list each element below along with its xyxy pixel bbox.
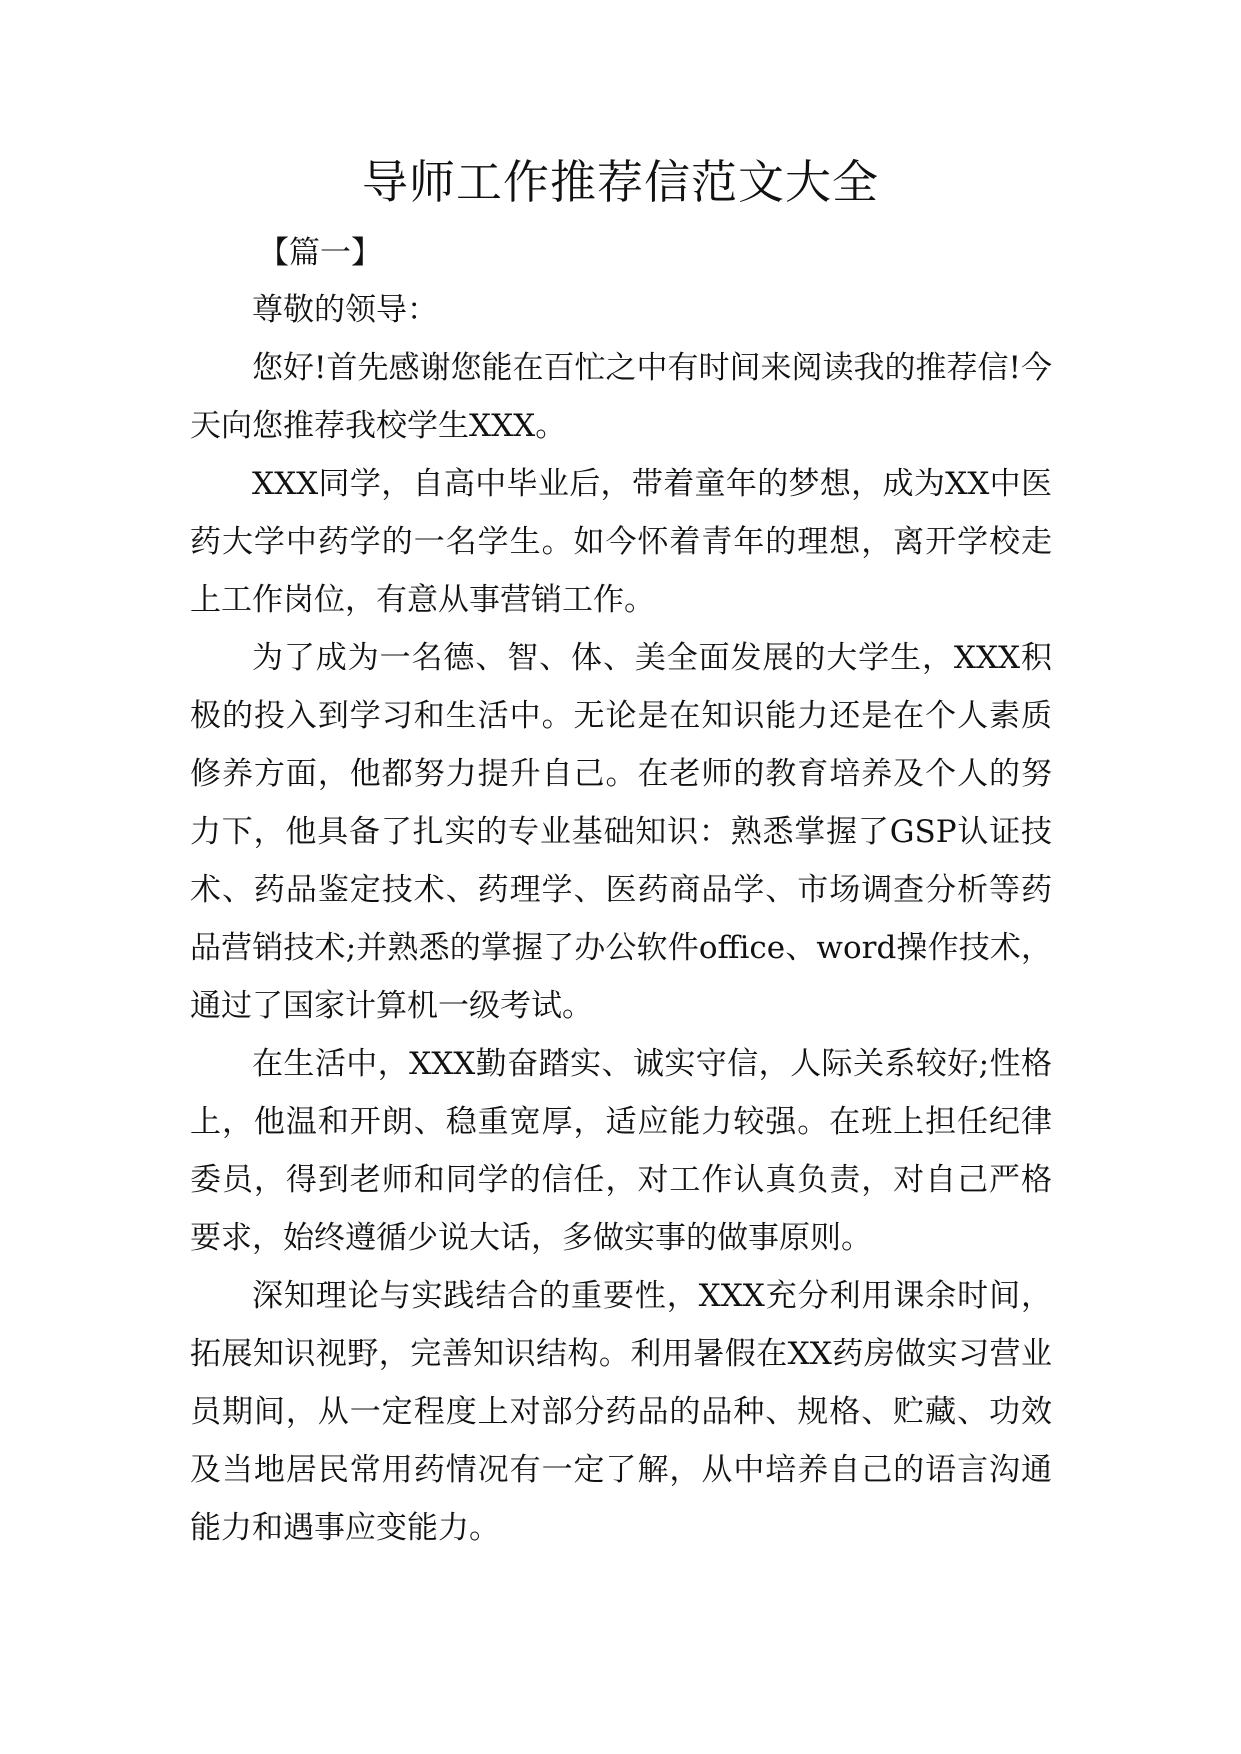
paragraph: 深知理论与实践结合的重要性，XXX充分利用课余时间，拓展知识视野，完善知识结构。利用暑假在XX药房做实习营业员期间，从一定程度上对部分药品的品种、规格、贮藏、功效及当地居民常用药情况有一定了解，从中培养自己的语言沟通能力和遇事应变能力。 (190, 1278, 1052, 1546)
paragraph: XXX同学，自高中毕业后，带着童年的梦想，成为XX中医药大学中药学的一名学生。如今怀着青年的理想，离开学校走上工作岗位，有意从事营销工作。 (190, 466, 1052, 618)
section-label: 【篇一】 (258, 235, 382, 271)
letter-body (190, 281, 1052, 1557)
paragraph: 为了成为一名德、智、体、美全面发展的大学生，XXX积极的投入到学习和生活中。无论是在知识能力还是在个人素质修养方面，他都努力提升自己。在老师的教育培养及个人的努力下，他具备了扎实的专业基础知识：熟悉掌握了GSP认证技术、药品鉴定技术、药理学、医药商品学、市场调查分析等药品营销技术;并熟悉的掌握了办公软件office、word操作技术，通过了国家计算机一级考试。 (190, 640, 1052, 1024)
document-title: 导师工作推荐信范文大全 (362, 155, 879, 209)
salutation: 尊敬的领导： (252, 292, 438, 328)
paragraph: 您好!首先感谢您能在百忙之中有时间来阅读我的推荐信!今天向您推荐我校学生XXX。 (190, 350, 1052, 444)
paragraph: 在生活中，XXX勤奋踏实、诚实守信，人际关系较好;性格上，他温和开朗、稳重宽厚，适应能力较强。在班上担任纪律委员，得到老师和同学的信任，对工作认真负责，对自己严格要求，始终遵循少说大话，多做实事的做事原则。 (190, 1046, 1052, 1256)
